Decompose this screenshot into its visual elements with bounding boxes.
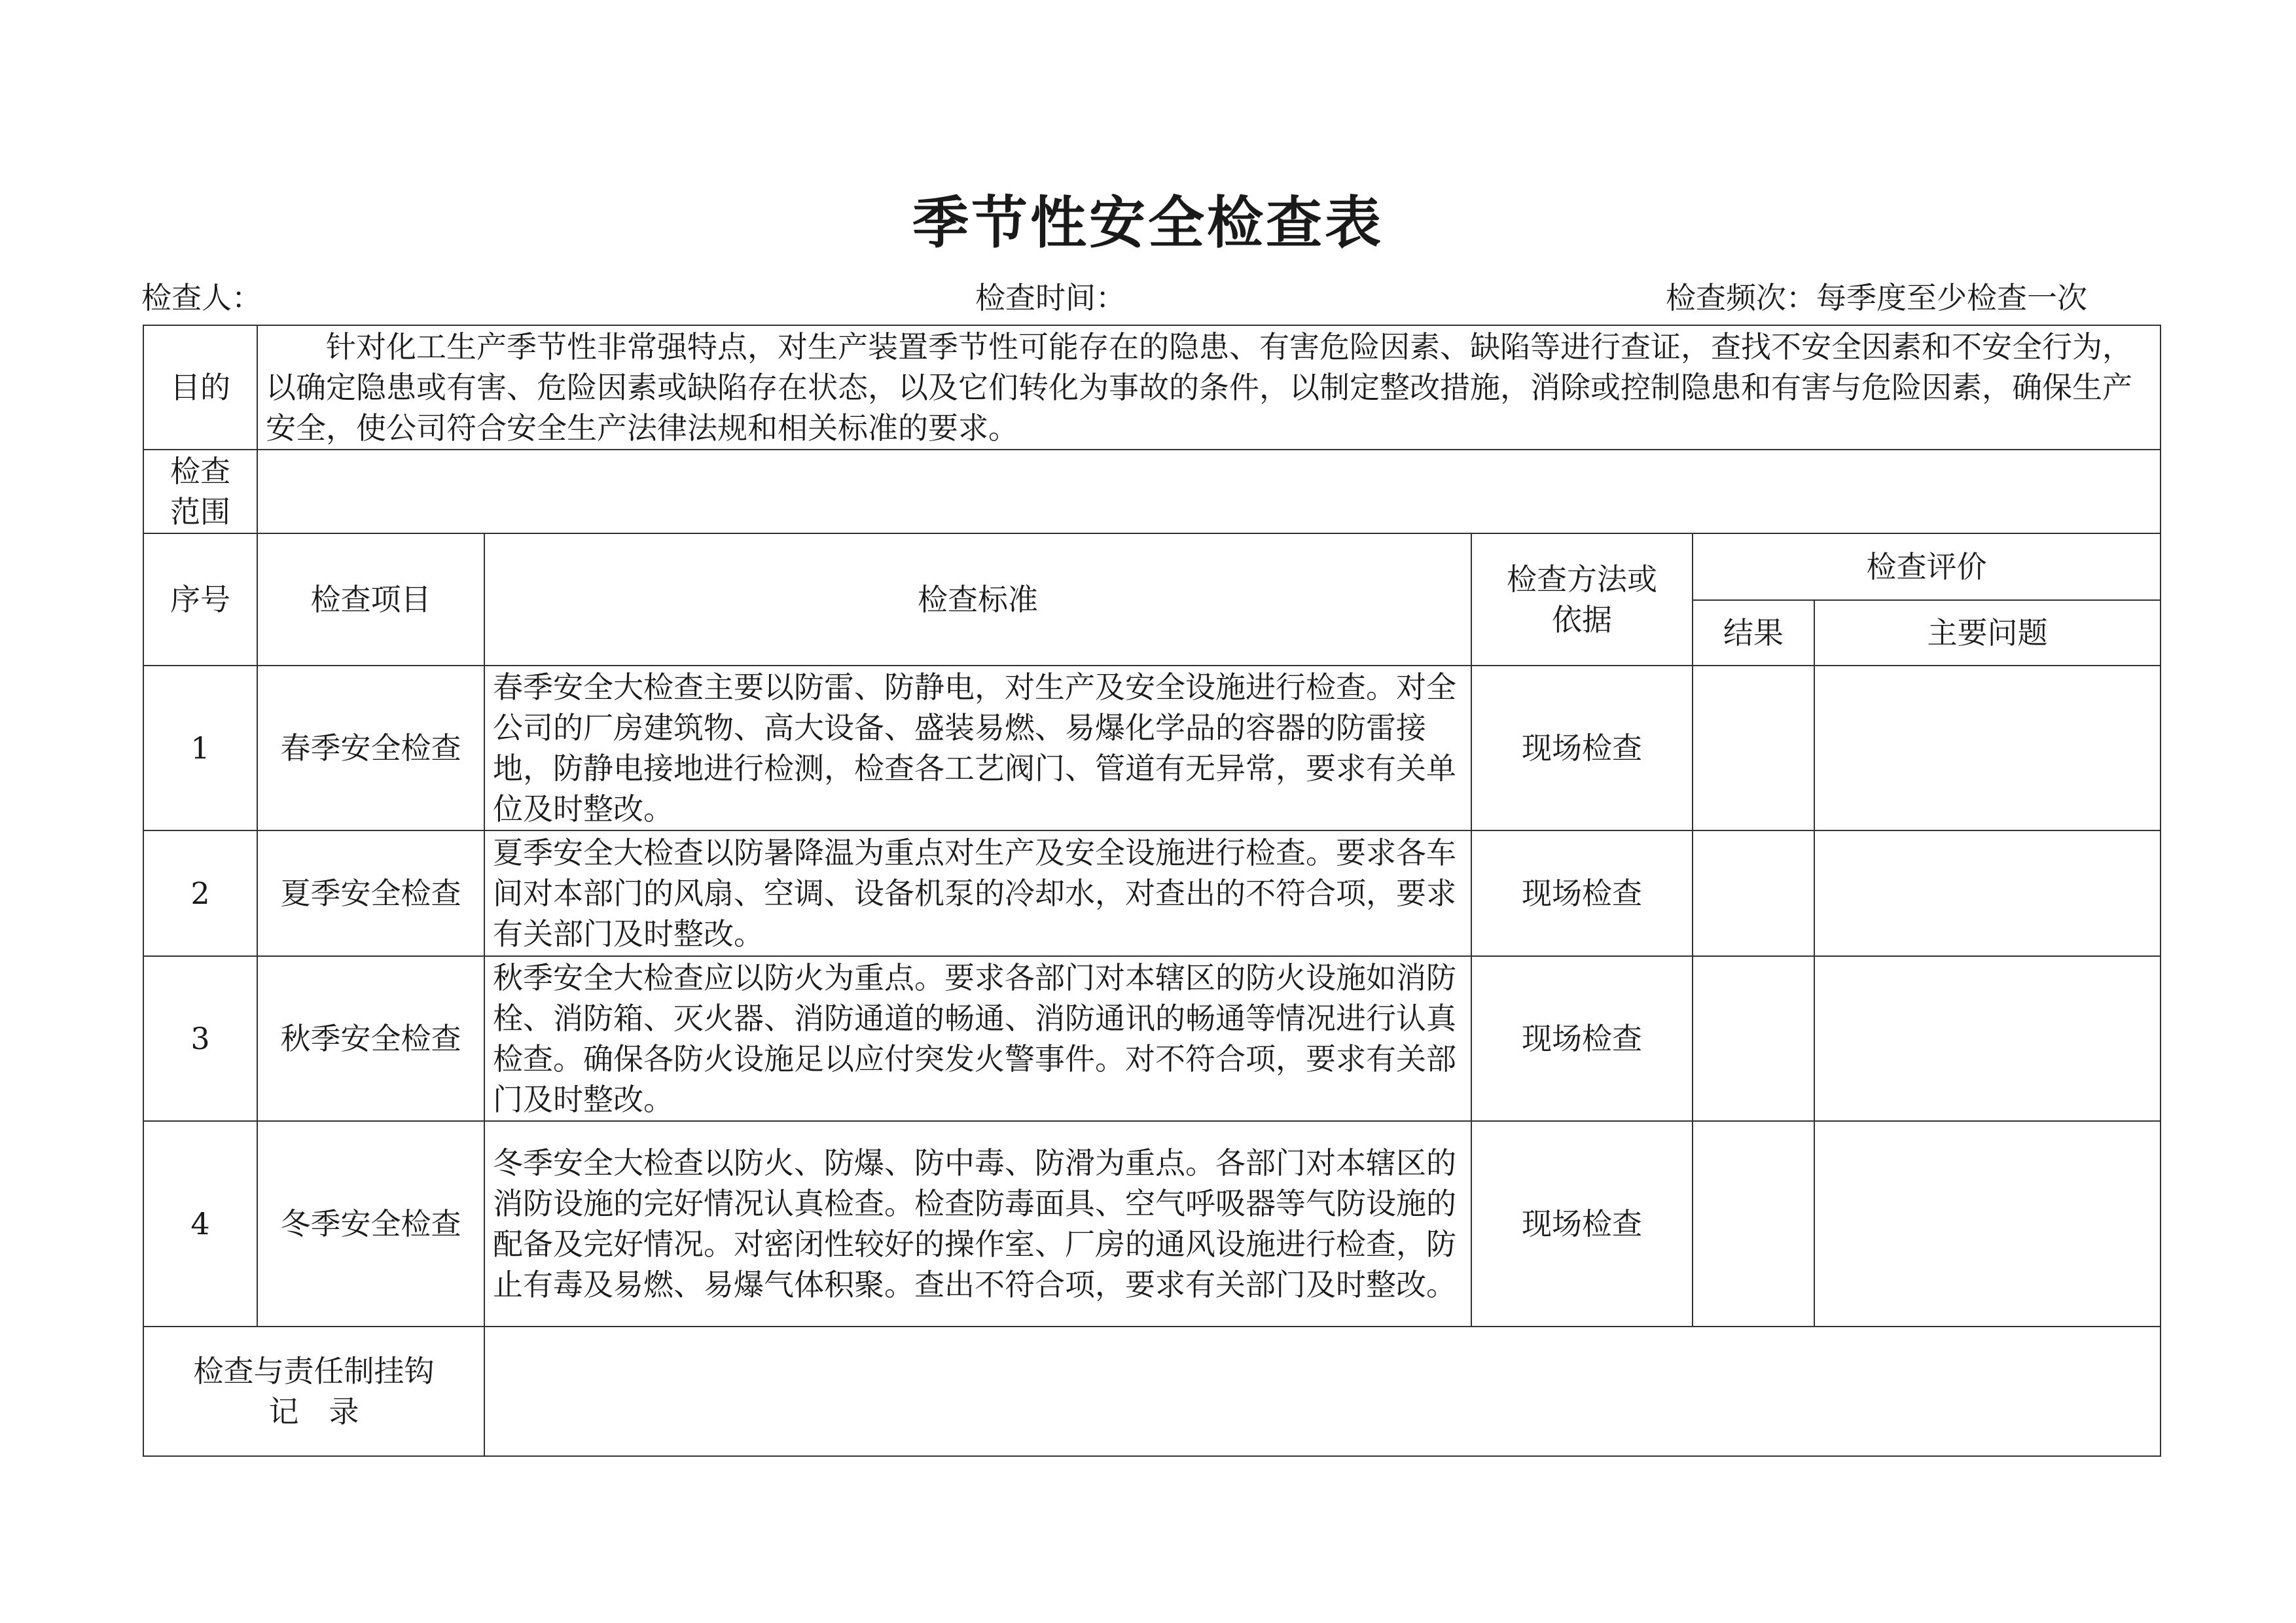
row-item: 冬季安全检查 [257, 1121, 484, 1327]
footer-row [143, 1327, 2161, 1456]
inspector-field [141, 280, 262, 316]
inspection-frequency-field [1666, 280, 2087, 316]
footer-label-line1: 检查与责任制挂钩 [193, 1353, 435, 1389]
row-standard: 春季安全大检查主要以防雷、防静电，对生产及安全设施进行检查。对全公司的厂房建筑物、高大设备、盛装易燃、易爆化学品的容器的防雷接地，防静电接地进行检测，检查各工艺阀门、管道有无异常，要求有关单位及时整改。 [484, 666, 1471, 830]
row-result[interactable] [1693, 956, 1814, 1121]
header-seq: 序号 [143, 533, 257, 666]
row-result-text [1693, 1204, 1814, 1244]
table-row [143, 1121, 2161, 1327]
header-result: 结果 [1693, 600, 1814, 666]
purpose-label: 目的 [143, 325, 257, 450]
header-issues: 主要问题 [1814, 600, 2161, 666]
purpose-text: 针对化工生产季节性非常强特点，对生产装置季节性可能存在的隐患、有害危险因素、缺陷等进行查证，查找不安全因素和不安全行为，以确定隐患或有害、危险因素或缺陷存在状态，以及它们转化为事故的条件，以制定整改措施，消除或控制隐患和有害与危险因素，确保生产安全，使公司符合安全生产法律法规和相关标准的要求。 [257, 325, 2161, 450]
header-item: 检查项目 [257, 533, 484, 666]
footer-label-line2: 记 录 [268, 1394, 359, 1429]
page-title: 季节性安全检查表 [912, 190, 1384, 256]
row-item: 春季安全检查 [257, 666, 484, 830]
row-issues[interactable] [1814, 666, 2161, 830]
row-standard: 秋季安全大检查应以防火为重点。要求各部门对本辖区的防火设施如消防栓、消防箱、灭火器、消防通道的畅通、消防通讯的畅通等情况进行认真检查。确保各防火设施足以应付突发火警事件。对不符合项，要求有关部门及时整改。 [484, 956, 1471, 1121]
table-row [143, 666, 2161, 830]
row-standard: 夏季安全大检查以防暑降温为重点对生产及安全设施进行检查。要求各车间对本部门的风扇、空调、设备机泵的冷却水，对查出的不符合项，要求有关部门及时整改。 [484, 830, 1471, 956]
row-seq: 1 [143, 666, 257, 830]
row-result[interactable] [1693, 830, 1814, 956]
row-issues[interactable] [1814, 1121, 2161, 1327]
inspector-label: 检查人： [141, 280, 262, 315]
header-evaluation: 检查评价 [1693, 533, 2161, 600]
footer-value-text [493, 1371, 2152, 1412]
scope-row [143, 450, 2161, 533]
row-result[interactable] [1693, 666, 1814, 830]
header-method [1471, 533, 1693, 666]
scope-label [143, 450, 257, 533]
inspection-frequency-label: 检查频次： [1666, 280, 1816, 315]
row-seq: 4 [143, 1121, 257, 1327]
inspection-time-field [975, 280, 1126, 316]
row-result-text [1693, 873, 1814, 914]
inspection-table [143, 325, 2161, 1457]
row-method: 现场检查 [1471, 956, 1693, 1121]
table-row [143, 830, 2161, 956]
row-item: 秋季安全检查 [257, 956, 484, 1121]
row-issues-text [1815, 1018, 2160, 1059]
header-row [143, 533, 2161, 600]
row-seq: 3 [143, 956, 257, 1121]
scope-value-text [266, 471, 2152, 512]
header-method-line2: 依据 [1552, 602, 1612, 637]
row-issues-text [1815, 873, 2160, 914]
row-result-text [1693, 1018, 1814, 1059]
row-seq: 2 [143, 830, 257, 956]
row-issues[interactable] [1814, 830, 2161, 956]
footer-value[interactable] [484, 1327, 2161, 1456]
inspection-frequency-value: 每季度至少检查一次 [1816, 280, 2087, 315]
table-row [143, 956, 2161, 1121]
row-item: 夏季安全检查 [257, 830, 484, 956]
scope-label-line2: 范围 [170, 494, 230, 529]
row-issues-text [1815, 1204, 2160, 1244]
inspection-time-label: 检查时间： [975, 280, 1126, 315]
scope-value[interactable] [257, 450, 2161, 533]
row-method: 现场检查 [1471, 666, 1693, 830]
row-method: 现场检查 [1471, 1121, 1693, 1327]
row-method: 现场检查 [1471, 830, 1693, 956]
row-result-text [1693, 728, 1814, 768]
row-result[interactable] [1693, 1121, 1814, 1327]
purpose-row [143, 325, 2161, 450]
scope-label-line1: 检查 [170, 454, 230, 489]
header-method-line1: 检查方法或 [1507, 562, 1657, 597]
header-standard: 检查标准 [484, 533, 1471, 666]
row-issues-text [1815, 728, 2160, 768]
row-issues[interactable] [1814, 956, 2161, 1121]
footer-label [143, 1327, 484, 1456]
row-standard: 冬季安全大检查以防火、防爆、防中毒、防滑为重点。各部门对本辖区的消防设施的完好情况认真检查。检查防毒面具、空气呼吸器等气防设施的配备及完好情况。对密闭性较好的操作室、厂房的通风设施进行检查，防止有毒及易燃、易爆气体积聚。查出不符合项，要求有关部门及时整改。 [484, 1121, 1471, 1327]
